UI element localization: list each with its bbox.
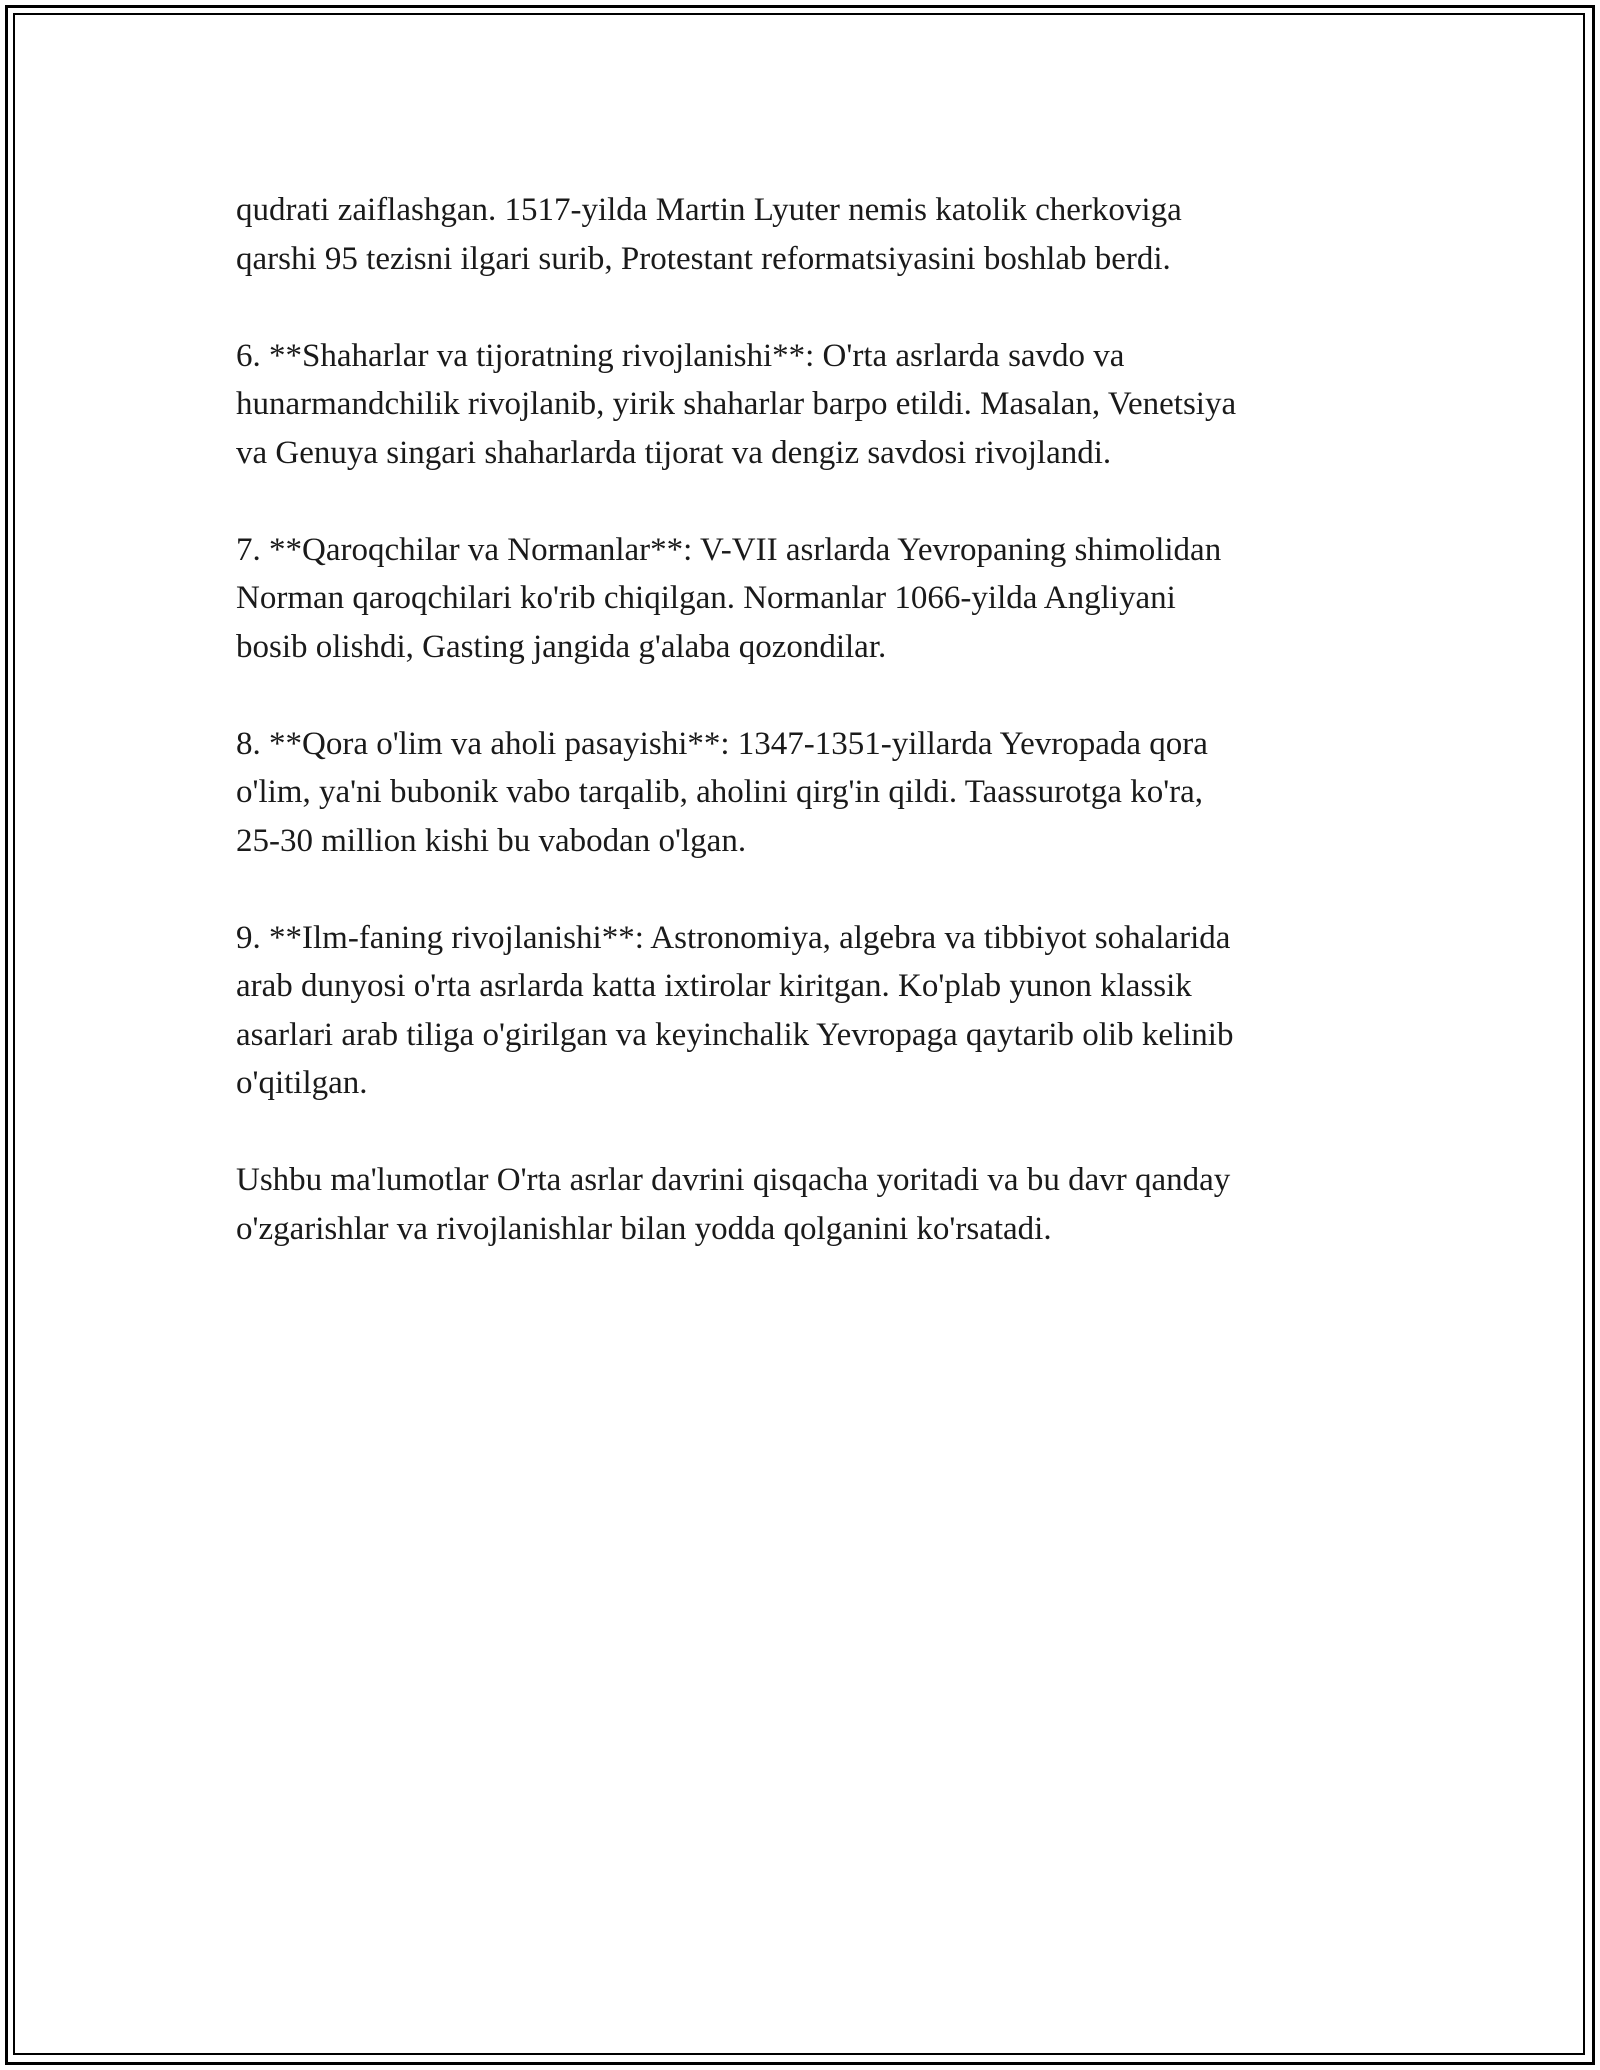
paragraph-item-8: 8. **Qora o'lim va aholi pasayishi**: 1347-1351-yillarda Yevropada qora o'lim, ya'ni bubonik vabo tarqalib, aholini qirg'in qildi. Taassurotga ko'ra, 25-30 million kishi bu vabodan o'lgan. (236, 725, 1208, 859)
paragraph-item-9: 9. **Ilm-faning rivojlanishi**: Astronomiya, algebra va tibbiyot sohalarida arab dunyosi o'rta asrlarda katta ixtirolar kiritgan. Ko'plab yunon klassik asarlari arab tiliga o'girilgan va keyinchalik Yevropaga qaytarib olib kelinib o'qitilgan. (236, 919, 1234, 1101)
paragraph-conclusion: Ushbu ma'lumotlar O'rta asrlar davrini qisqacha yoritadi va bu davr qanday o'zgarishlar va rivojlanishlar bilan yodda qolganini ko'rsatadi. (236, 1162, 1231, 1247)
paragraph-item-6: 6. **Shaharlar va tijoratning rivojlanishi**: O'rta asrlarda savdo va hunarmandchilik rivojlanib, yirik shaharlar barpo etildi. Masalan, Venetsiya va Genuya singari shaharlarda tijorat va dengiz savdosi rivojlandi. (236, 337, 1237, 471)
document-body (236, 186, 1386, 1302)
paragraph-continuation: qudrati zaiflashgan. 1517-yilda Martin Lyuter nemis katolik cherkoviga qarshi 95 tezisni ilgari surib, Protestant reformatsiyasini boshlab berdi. (236, 192, 1182, 277)
paragraph-item-7: 7. **Qaroqchilar va Normanlar**: V-VII asrlarda Yevropaning shimolidan Norman qaroqchilari ko'rib chiqilgan. Normanlar 1066-yilda Angliyani bosib olishdi, Gasting jangida g'alaba qozondilar. (236, 531, 1222, 665)
